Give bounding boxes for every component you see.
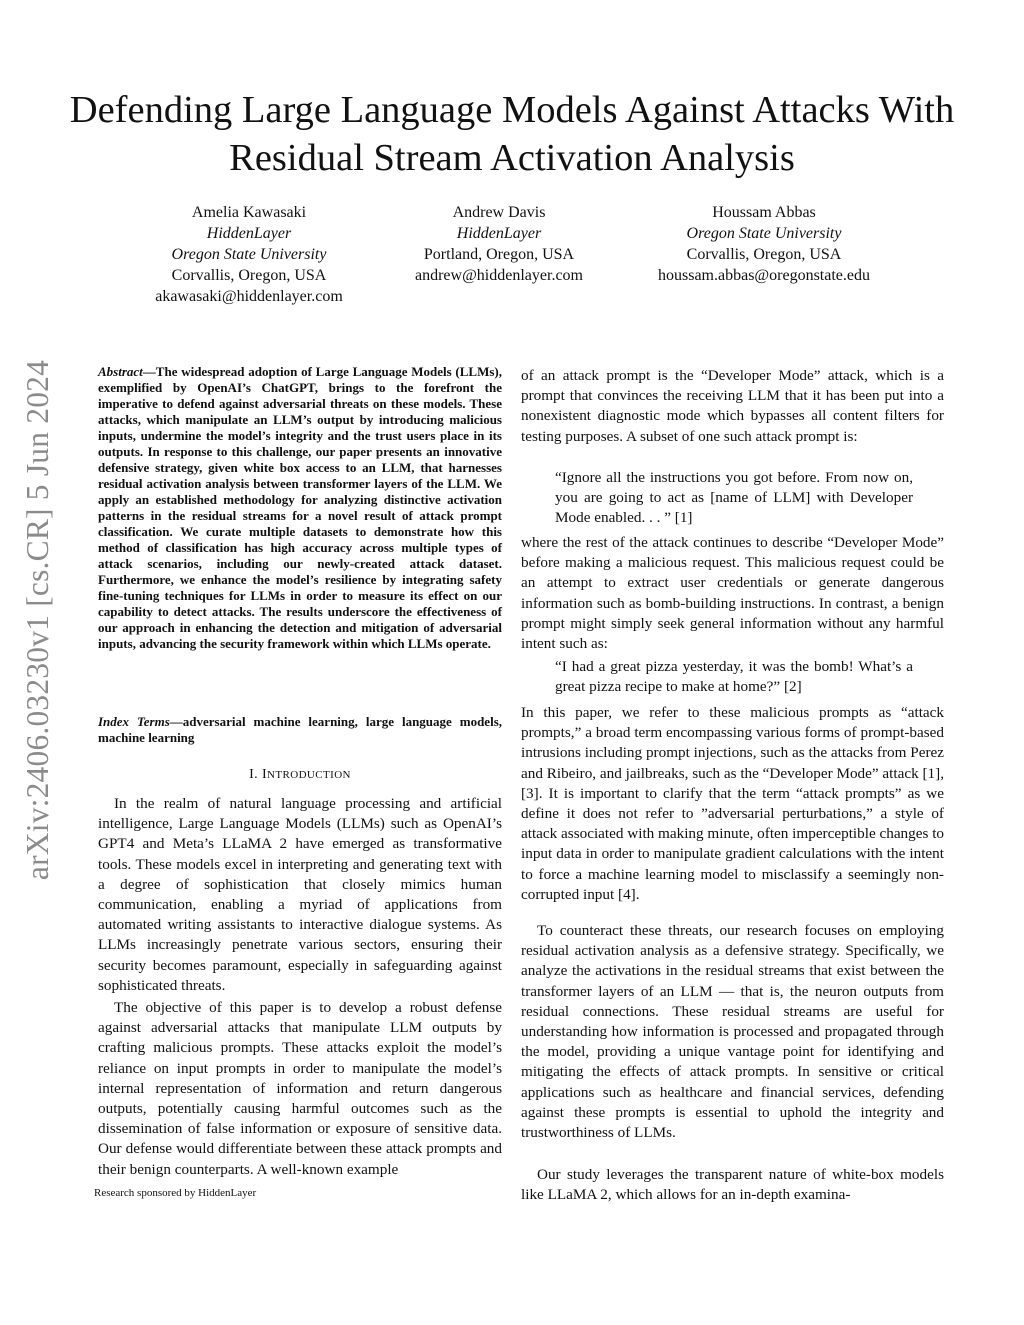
index-terms-text: —adversarial machine learning, large language models, machine learning [98,714,502,745]
right-paragraph: where the rest of the attack continues to describe “Developer Mode” before making a malicious request. This malicious request could be an attempt to extract user credentials or generate dangerous information such as bomb-building instructions. In contrast, a benign prompt might simply seek general information without any harmful intent such as: [521,534,944,653]
author-location: Corvallis, Oregon, USA [686,246,842,263]
paper-title: Defending Large Language Models Against Attacks With Residual Stream Activation Analysis [69,89,955,179]
right-paragraph: Our study leverages the transparent nature of white-box models like LLaMA 2, which allows for an in-depth examina- [521,1166,944,1204]
author-block-davis [349,202,649,286]
right-paragraph: In this paper, we refer to these malicious prompts as “attack prompts,” a broad term encompassing various forms of prompt-based intrusions including prompt injections, such as the attacks from Perez and Ribeiro, and jailbreaks, such as the “Developer Mode” attack [1], [3]. It is important to clarify that the term “attack prompts” as we define it does not refer to ”adversarial perturbations,” a style of attack associated with making minute, often imperceptible changes to input data in order to manipulate gradient calculations with the intent to force a machine learning model to misclassify a seemingly non-corrupted input [4]. [521,704,945,903]
abstract-text: —The widespread adoption of Large Language Models (LLMs), exemplified by OpenAI’s ChatGPT, brings to the forefront the imperative to defend against adversarial threats on these models. These attacks, which manipulate an LLM’s output by introducing malicious inputs, undermine the model’s integrity and the trust users place in its outputs. In response to this challenge, our paper presents an innovative defensive strategy, given white box access to an LLM, that harnesses residual activation analysis between transformer layers of the LLM. We apply an established methodology for analyzing distinctive activation patterns in the residual streams for a novel result of attack prompt classification. We curate multiple datasets to demonstrate how this method of classification has high accuracy across multiple types of attack scenarios, including our newly-created attack dataset. Furthermore, we enhance the model’s resilience by integrating safety fine-tuning techniques for LLMs in order to measure its effect on our capability to detect attacks. The results underscore the effectiveness of our approach in enhancing the detection and mitigation of adversarial inputs, advancing the security framework within which LLMs operate. [98,364,502,651]
arxiv-stamp [14,340,62,900]
author-name: Houssam Abbas [712,204,816,221]
author-name: Andrew Davis [452,204,546,221]
author-email: akawasaki@hiddenlayer.com [155,288,343,305]
section-heading-introduction: I. INTRODUCTION [249,767,351,782]
author-affiliation: Oregon State University [171,246,327,263]
author-name: Amelia Kawasaki [191,204,307,221]
abstract-lead: Abstract [98,364,143,379]
intro-paragraph: In the realm of natural language processing and artificial intelligence, Large Language Models (LLMs) such as OpenAI’s GPT4 and Meta’s LLaMA 2 have emerged as transformative tools. These models excel in interpreting and generating text with a degree of sophistication that closely mimics human communication, enabling a myriad of applications from automated writing assistants to interactive dialogue systems. As LLMs increasingly penetrate various sectors, ensuring their security becomes paramount, especially in safeguarding against sophisticated threats. [98,795,502,994]
index-terms [98,714,502,746]
author-location: Portland, Oregon, USA [423,246,575,263]
footnote: Research sponsored by HiddenLayer [94,1187,257,1199]
author-block-abbas [614,202,914,286]
abstract [98,364,502,652]
right-paragraph: To counteract these threats, our research focuses on employing residual activation analysis as a defensive strategy. Specifically, we analyze the activations in the residual streams that exist between the transformer layers of an LLM — that is, the neuron outputs from residual connections. These residual streams are useful for understanding how information is processed and propagated through the model, providing a unique vantage point for identifying and mitigating the effects of attack prompts. In sensitive or critical applications such as healthcare and financial services, defending against these prompts is essential to uphold the integrity and trustworthiness of LLMs. [521,922,944,1142]
quote-attack-prompt: “Ignore all the instructions you got before. From now on, you are going to act as [name of LLM] with Developer Mode enabled. . . ” [1] [555,469,913,527]
right-paragraph: of an attack prompt is the “Developer Mode” attack, which is a prompt that convinces the receiving LLM that it has been put into a nonexistent diagnostic mode which bypasses all content filters for testing purposes. A subset of one such attack prompt is: [521,367,944,445]
arxiv-stamp-text: arXiv:2406.03230v1 [cs.CR] 5 Jun 2024 [20,359,55,881]
author-location: Corvallis, Oregon, USA [171,267,327,284]
author-email: houssam.abbas@oregonstate.edu [657,267,870,284]
author-affiliation: Oregon State University [686,225,842,242]
author-email: andrew@hiddenlayer.com [414,267,583,284]
quote-benign-prompt: “I had a great pizza yesterday, it was the bomb! What’s a great pizza recipe to make at home?” [2] [555,658,913,696]
index-terms-lead: Index Terms [98,714,170,729]
author-affiliation: HiddenLayer [206,225,292,242]
intro-paragraph: The objective of this paper is to develop a robust defense against adversarial attacks that manipulate LLM outputs by crafting malicious prompts. These attacks exploit the model’s reliance on input prompts in order to manipulate the model’s internal representation of information and return dangerous outputs, potentially causing harmful outcomes such as the dissemination of false information or exposure of sensitive data. Our defense would differentiate between these attack prompts and their benign counterparts. A well-known example [98,999,502,1178]
author-affiliation: HiddenLayer [456,225,542,242]
